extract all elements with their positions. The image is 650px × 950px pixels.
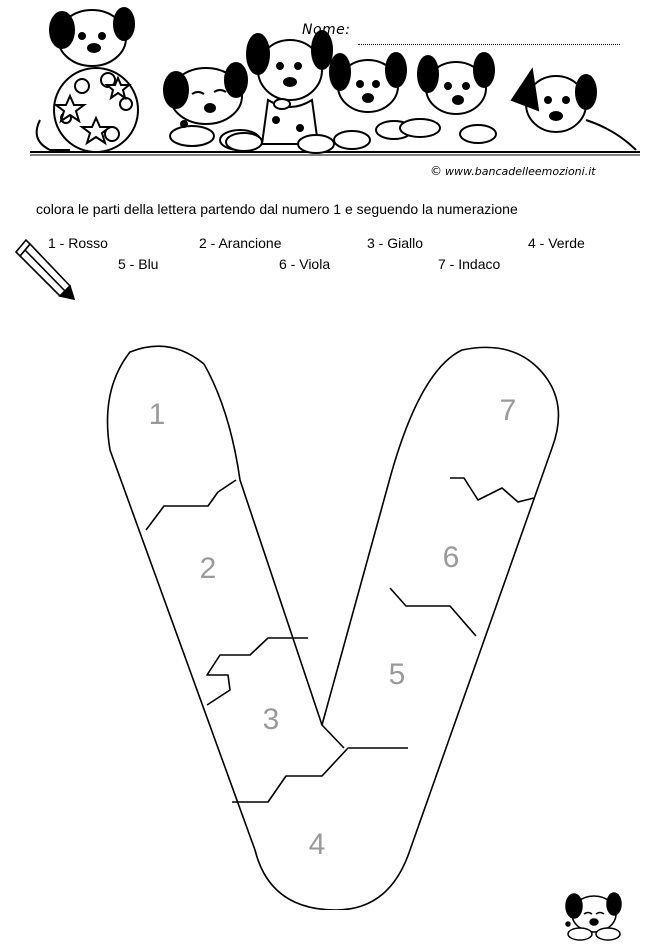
divider-v-join bbox=[322, 725, 344, 748]
divider-3-4 bbox=[232, 748, 408, 802]
instruction-text: colora le parti della lettera partendo dal numero 1 e seguendo la numerazione bbox=[36, 201, 518, 217]
divider-2-3 bbox=[207, 638, 308, 705]
piece-number-4: 4 bbox=[308, 828, 326, 861]
name-field[interactable] bbox=[358, 44, 620, 45]
legend-item-4: 4 - Verde bbox=[528, 235, 585, 251]
legend-item-2: 2 - Arancione bbox=[199, 235, 282, 251]
divider-6-7 bbox=[450, 478, 534, 502]
piece-number-1: 1 bbox=[148, 398, 166, 431]
legend-item-1: 1 - Rosso bbox=[48, 235, 108, 251]
copyright bbox=[430, 164, 596, 178]
legend-item-3: 3 - Giallo bbox=[367, 235, 424, 251]
copyright-symbol: © bbox=[430, 164, 442, 178]
piece-number-7: 7 bbox=[499, 394, 517, 427]
legend-item-5: 5 - Blu bbox=[118, 256, 159, 272]
letter-v-puzzle bbox=[90, 330, 610, 910]
letter-v-outline bbox=[108, 346, 559, 910]
legend-item-7: 7 - Indaco bbox=[438, 256, 501, 272]
pencil-icon bbox=[14, 236, 76, 302]
piece-number-3: 3 bbox=[262, 703, 280, 736]
legend-item-6: 6 - Viola bbox=[279, 256, 331, 272]
piece-number-6: 6 bbox=[442, 541, 460, 574]
name-label: Nome: bbox=[302, 22, 351, 38]
website-link: www.bancadelleemozioni.it bbox=[445, 165, 596, 178]
piece-number-2: 2 bbox=[199, 552, 217, 585]
puppy-icon bbox=[556, 884, 626, 942]
divider-5-6 bbox=[390, 588, 476, 636]
piece-number-5: 5 bbox=[388, 658, 406, 691]
divider-1-2 bbox=[146, 480, 236, 530]
